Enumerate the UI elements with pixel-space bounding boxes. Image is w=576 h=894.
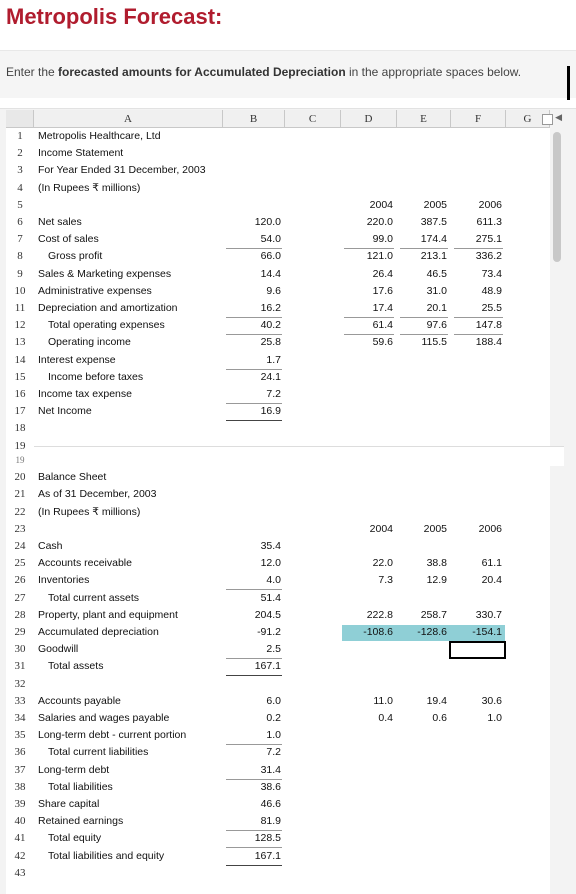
value-2006[interactable]: 147.8 bbox=[475, 319, 502, 332]
row-label[interactable]: Long-term debt - current portion bbox=[38, 729, 187, 742]
column-header-b[interactable]: B bbox=[223, 110, 285, 128]
cell-border bbox=[226, 830, 282, 831]
row-number[interactable]: 3 bbox=[17, 164, 23, 177]
value-2004[interactable]: 7.3 bbox=[378, 574, 393, 587]
value-2005[interactable]: 213.1 bbox=[420, 250, 447, 263]
row-number[interactable]: 14 bbox=[14, 353, 26, 366]
value-2005[interactable]: 258.7 bbox=[420, 608, 447, 621]
value-2003[interactable]: 0.2 bbox=[266, 712, 281, 724]
row-number[interactable]: 19 bbox=[14, 439, 26, 452]
value-2003[interactable]: 31.4 bbox=[260, 763, 281, 776]
row-label[interactable]: Interest expense bbox=[38, 353, 116, 366]
value-2005[interactable]: 12.9 bbox=[426, 574, 447, 587]
row-label[interactable]: Gross profit bbox=[48, 250, 103, 263]
row-number[interactable]: 8 bbox=[17, 250, 23, 263]
value-2003[interactable]: 204.5 bbox=[254, 608, 281, 621]
row-number[interactable]: 42 bbox=[14, 849, 26, 862]
row-number[interactable]: 17 bbox=[14, 405, 26, 418]
year-header[interactable]: 2004 bbox=[369, 522, 393, 535]
cell-border bbox=[344, 334, 394, 335]
value-2006[interactable]: 73.4 bbox=[481, 267, 502, 280]
value-2004[interactable]: 11.0 bbox=[373, 694, 393, 707]
value-2003[interactable]: 167.1 bbox=[254, 660, 281, 673]
row-label[interactable]: Property, plant and equipment bbox=[38, 608, 178, 621]
instructions: Enter the forecasted amounts for Accumulated Depreciation in the appropriate spaces below. bbox=[6, 65, 522, 79]
column-header-e[interactable]: E bbox=[397, 110, 451, 128]
row-number[interactable]: 10 bbox=[14, 284, 26, 297]
value-2003[interactable]: 128.5 bbox=[254, 832, 281, 845]
row-number[interactable]: 31 bbox=[14, 660, 26, 673]
cell-border bbox=[226, 744, 282, 745]
value-2003[interactable]: 66.0 bbox=[260, 250, 281, 263]
value-2003[interactable]: 12.0 bbox=[260, 557, 281, 570]
cell-border bbox=[226, 317, 282, 318]
row-number[interactable]: 7 bbox=[17, 233, 23, 246]
value-2004[interactable]: 59.6 bbox=[372, 336, 393, 349]
column-header-a[interactable]: A bbox=[34, 110, 223, 128]
column-header-c[interactable]: C bbox=[285, 110, 341, 128]
value-2006[interactable]: 188.4 bbox=[475, 336, 502, 349]
year-header[interactable]: 2005 bbox=[423, 198, 447, 211]
row-number[interactable]: 4 bbox=[17, 181, 23, 194]
value-2005[interactable]: 46.5 bbox=[426, 267, 447, 280]
row-number[interactable]: 41 bbox=[14, 832, 26, 845]
cell-border bbox=[226, 658, 282, 659]
row-number[interactable]: 33 bbox=[14, 694, 26, 707]
value-2005[interactable]: -128.6 bbox=[417, 626, 447, 638]
row-number[interactable]: 18 bbox=[14, 422, 26, 435]
row-label[interactable]: Share capital bbox=[38, 798, 100, 810]
value-2005[interactable]: 387.5 bbox=[420, 216, 447, 228]
cell-border bbox=[226, 675, 282, 676]
value-2003[interactable]: 35.4 bbox=[260, 540, 281, 552]
value-2006[interactable]: 25.5 bbox=[481, 302, 502, 314]
row-number[interactable]: 15 bbox=[14, 370, 26, 383]
row-number[interactable]: 25 bbox=[14, 557, 26, 570]
value-2004[interactable]: 61.4 bbox=[372, 319, 393, 332]
value-2005[interactable]: 97.6 bbox=[426, 319, 447, 332]
row-label[interactable]: Salaries and wages payable bbox=[38, 712, 170, 724]
row-number[interactable]: 23 bbox=[14, 522, 26, 535]
value-2003[interactable]: 14.4 bbox=[260, 267, 281, 280]
statement-units[interactable]: (In Rupees ₹ millions) bbox=[38, 181, 141, 194]
balance-period[interactable]: As of 31 December, 2003 bbox=[38, 488, 157, 501]
row-number[interactable]: 20 bbox=[14, 471, 26, 484]
page-title: Metropolis Forecast: bbox=[6, 4, 223, 29]
value-2003[interactable]: -91.2 bbox=[257, 626, 281, 638]
cell-border bbox=[226, 589, 282, 590]
value-2004[interactable]: 220.0 bbox=[366, 216, 393, 228]
value-2004[interactable]: 222.8 bbox=[366, 608, 393, 621]
row-number[interactable]: 43 bbox=[14, 866, 26, 879]
value-2006[interactable]: 336.2 bbox=[475, 250, 502, 263]
row-label[interactable]: Depreciation and amortization bbox=[38, 302, 178, 314]
row-label[interactable]: Total equity bbox=[48, 832, 102, 845]
year-header[interactable]: 2006 bbox=[478, 522, 502, 535]
column-header-g[interactable]: G bbox=[506, 110, 550, 128]
value-2003[interactable]: 40.2 bbox=[260, 319, 281, 332]
row-label[interactable]: Administrative expenses bbox=[38, 284, 152, 297]
value-2006[interactable]: 48.9 bbox=[481, 284, 502, 297]
cell-border bbox=[400, 317, 448, 318]
row-number[interactable]: 30 bbox=[14, 643, 26, 656]
row-number[interactable]: 40 bbox=[14, 815, 26, 828]
value-2003[interactable]: 24.1 bbox=[260, 370, 281, 383]
value-2006[interactable]: 611.3 bbox=[476, 216, 502, 228]
value-2003[interactable]: 38.6 bbox=[260, 780, 281, 793]
value-2003[interactable]: 1.0 bbox=[266, 729, 281, 742]
cell-border bbox=[454, 248, 503, 249]
row-label[interactable]: Inventories bbox=[38, 574, 90, 587]
row-number[interactable]: 21 bbox=[14, 488, 26, 501]
row-label[interactable]: Operating income bbox=[48, 336, 131, 349]
row-number[interactable]: 1 bbox=[17, 130, 23, 142]
value-2003[interactable]: 1.7 bbox=[266, 353, 281, 366]
statement-title[interactable]: Income Statement bbox=[38, 147, 124, 160]
year-header[interactable]: 2005 bbox=[423, 522, 447, 535]
spreadsheet bbox=[6, 110, 564, 894]
cell-border bbox=[344, 317, 394, 318]
cell-border bbox=[454, 334, 503, 335]
value-2003[interactable]: 81.9 bbox=[260, 815, 281, 828]
cell-border bbox=[226, 248, 282, 249]
value-2004[interactable]: 26.4 bbox=[372, 267, 393, 280]
row-number[interactable]: 34 bbox=[14, 712, 26, 724]
value-2003[interactable]: 51.4 bbox=[260, 591, 281, 604]
row-number[interactable]: 27 bbox=[14, 591, 26, 604]
row-number[interactable]: 9 bbox=[17, 267, 23, 280]
cell-border bbox=[226, 403, 282, 404]
cell-border bbox=[400, 248, 448, 249]
value-2003[interactable]: 167.1 bbox=[254, 849, 281, 862]
value-2004[interactable]: 121.0 bbox=[366, 250, 393, 263]
column-header-d[interactable]: D bbox=[341, 110, 397, 128]
row-number[interactable]: 38 bbox=[14, 780, 26, 793]
text-cursor bbox=[567, 66, 570, 100]
cell-border bbox=[226, 334, 282, 335]
year-header[interactable]: 2006 bbox=[478, 198, 502, 211]
value-2006[interactable]: 30.6 bbox=[481, 694, 502, 707]
value-2003[interactable]: 6.0 bbox=[266, 694, 281, 707]
value-2003[interactable]: 7.2 bbox=[266, 746, 281, 759]
row-number[interactable]: 12 bbox=[14, 319, 26, 332]
row-label[interactable]: Total assets bbox=[48, 660, 104, 673]
value-2004[interactable]: 22.0 bbox=[372, 557, 393, 570]
row-label[interactable]: Net Income bbox=[38, 405, 92, 418]
value-2006[interactable]: 20.4 bbox=[481, 574, 502, 587]
value-2003[interactable]: 16.2 bbox=[260, 302, 281, 314]
pane-split bbox=[34, 446, 564, 466]
value-2004[interactable]: 17.4 bbox=[372, 302, 393, 314]
value-2003[interactable]: 4.0 bbox=[266, 574, 281, 587]
scroll-thumb[interactable] bbox=[553, 132, 561, 262]
cell-border bbox=[226, 865, 282, 866]
cell-border bbox=[226, 779, 282, 780]
row-label[interactable]: Total liabilities and equity bbox=[48, 849, 165, 862]
row-label[interactable]: Total liabilities bbox=[48, 780, 113, 793]
value-2005[interactable]: 174.4 bbox=[420, 233, 447, 246]
row-label[interactable]: Accounts receivable bbox=[38, 557, 132, 570]
column-header-f[interactable]: F bbox=[451, 110, 506, 128]
value-2003[interactable]: 9.6 bbox=[266, 284, 281, 297]
row-number[interactable]: 6 bbox=[17, 216, 23, 228]
row-number[interactable]: 2 bbox=[17, 147, 23, 160]
value-2005[interactable]: 115.5 bbox=[421, 336, 447, 349]
row-number[interactable]: 16 bbox=[14, 388, 26, 400]
row-number[interactable]: 29 bbox=[14, 626, 26, 638]
value-2004[interactable]: 17.6 bbox=[372, 284, 393, 297]
row-number[interactable]: 22 bbox=[14, 505, 26, 518]
sheet-corner bbox=[6, 110, 34, 128]
value-2005[interactable]: 19.4 bbox=[426, 694, 447, 707]
cell-border bbox=[226, 847, 282, 848]
cell-border bbox=[400, 334, 448, 335]
row-number[interactable]: 19 bbox=[15, 455, 25, 465]
vertical-scrollbar[interactable] bbox=[550, 110, 564, 894]
row-label[interactable]: Income before taxes bbox=[48, 370, 144, 383]
row-label[interactable]: Cash bbox=[38, 540, 63, 552]
value-2003[interactable]: 7.2 bbox=[266, 388, 281, 400]
statement-period[interactable]: For Year Ended 31 December, 2003 bbox=[38, 164, 206, 177]
row-number[interactable]: 36 bbox=[14, 746, 26, 759]
row-number[interactable]: 35 bbox=[14, 729, 26, 742]
cell-border bbox=[344, 248, 394, 249]
row-label[interactable]: Sales & Marketing expenses bbox=[38, 267, 172, 280]
row-label[interactable]: Goodwill bbox=[38, 643, 79, 656]
value-2003[interactable]: 46.6 bbox=[260, 798, 281, 810]
balance-sheet-title[interactable]: Balance Sheet bbox=[38, 471, 107, 484]
row-label[interactable]: Income tax expense bbox=[38, 388, 132, 400]
row-number[interactable]: 32 bbox=[14, 677, 26, 690]
value-2006[interactable]: -154.1 bbox=[472, 626, 502, 638]
row-label[interactable]: Long-term debt bbox=[38, 763, 110, 776]
company-name[interactable]: Metropolis Healthcare, Ltd bbox=[38, 130, 161, 142]
value-2004[interactable]: 99.0 bbox=[372, 233, 393, 246]
value-2006[interactable]: 61.1 bbox=[481, 557, 502, 570]
row-number[interactable]: 28 bbox=[14, 608, 26, 621]
select-all-checkbox[interactable] bbox=[542, 114, 553, 125]
row-number[interactable]: 39 bbox=[14, 798, 26, 810]
balance-units[interactable]: (In Rupees ₹ millions) bbox=[38, 505, 141, 518]
row-label[interactable]: Total current liabilities bbox=[48, 746, 149, 759]
row-number[interactable]: 13 bbox=[14, 336, 26, 349]
row-number[interactable]: 37 bbox=[14, 763, 26, 776]
value-2003[interactable]: 16.9 bbox=[260, 405, 281, 418]
value-2005[interactable]: 31.0 bbox=[426, 284, 447, 297]
value-2005[interactable]: 0.6 bbox=[432, 712, 447, 724]
row-label[interactable]: Total operating expenses bbox=[48, 319, 165, 332]
value-2003[interactable]: 25.8 bbox=[260, 336, 281, 349]
cell-border bbox=[454, 317, 503, 318]
value-2003[interactable]: 2.5 bbox=[266, 643, 281, 656]
value-2005[interactable]: 20.1 bbox=[426, 302, 447, 314]
value-2006[interactable]: 1.0 bbox=[487, 712, 502, 724]
value-2003[interactable]: 54.0 bbox=[260, 233, 281, 246]
value-2004[interactable]: 0.4 bbox=[378, 712, 393, 724]
cell-border bbox=[226, 369, 282, 370]
cell-border bbox=[226, 420, 282, 421]
year-header[interactable]: 2004 bbox=[369, 198, 393, 211]
active-cell-f30[interactable] bbox=[449, 641, 506, 659]
value-2006[interactable]: 330.7 bbox=[475, 608, 502, 621]
row-number[interactable]: 5 bbox=[17, 198, 23, 211]
row-label[interactable]: Accounts payable bbox=[38, 694, 121, 707]
value-2005[interactable]: 38.8 bbox=[426, 557, 447, 570]
row-label[interactable]: Retained earnings bbox=[38, 815, 124, 828]
value-2004[interactable]: -108.6 bbox=[363, 626, 393, 638]
row-label[interactable]: Cost of sales bbox=[38, 233, 99, 246]
value-2003[interactable]: 120.0 bbox=[254, 216, 281, 228]
row-number[interactable]: 26 bbox=[14, 574, 26, 587]
scroll-up-icon[interactable]: ◀ bbox=[555, 112, 562, 122]
row-label[interactable]: Accumulated depreciation bbox=[38, 626, 159, 638]
row-label[interactable]: Total current assets bbox=[48, 591, 140, 604]
row-label[interactable]: Net sales bbox=[38, 216, 82, 228]
value-2006[interactable]: 275.1 bbox=[475, 233, 502, 246]
row-number[interactable]: 11 bbox=[14, 302, 26, 314]
row-number[interactable]: 24 bbox=[14, 540, 26, 552]
